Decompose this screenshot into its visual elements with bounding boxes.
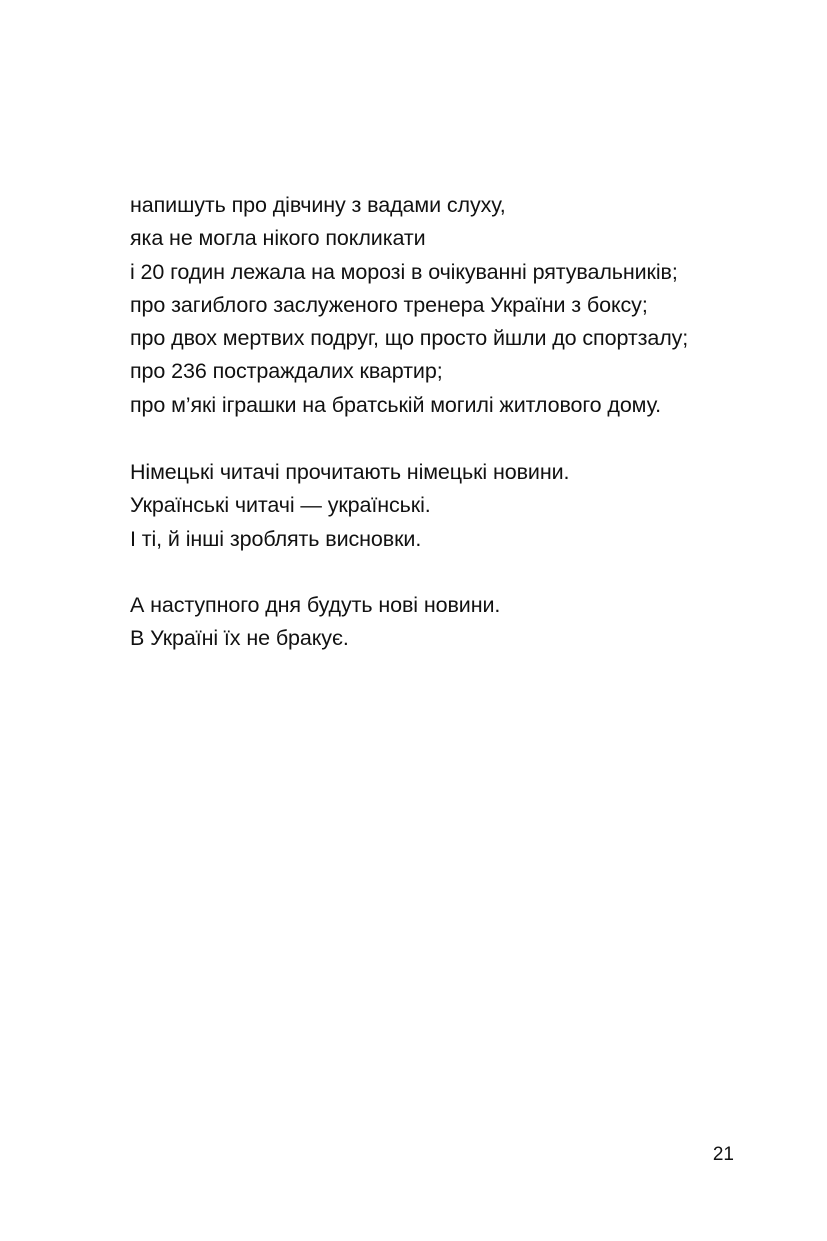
poem-line: І ті, й інші зроблять висновки. bbox=[130, 526, 422, 551]
poem-line: яка не могла нікого покликати bbox=[130, 226, 426, 251]
stanza bbox=[130, 456, 770, 556]
poem-line: про м’які іграшки на братській могилі житлового дому. bbox=[130, 392, 661, 417]
poem-line: про загиблого заслуженого тренера України з боксу; bbox=[130, 292, 648, 317]
poem-line: напишуть про дівчину з вадами слуху, bbox=[130, 193, 506, 217]
poem-line: В Україні їх не бракує. bbox=[130, 626, 349, 651]
poem-line: і 20 годин лежала на морозі в очікуванні рятувальників; bbox=[130, 259, 678, 284]
poem-line: А наступного дня будуть нові новини. bbox=[130, 593, 501, 617]
page-number: 21 bbox=[712, 1144, 734, 1165]
poem-line: Українські читачі — українські. bbox=[130, 493, 431, 518]
stanza bbox=[130, 189, 770, 422]
poem-line: Німецькі читачі прочитають німецькі новини. bbox=[130, 460, 570, 484]
stanza bbox=[130, 589, 770, 656]
poem-line: про двох мертвих подруг, що просто йшли до спортзалу; bbox=[130, 326, 689, 351]
poem-line: про 236 постраждалих квартир; bbox=[130, 359, 443, 384]
